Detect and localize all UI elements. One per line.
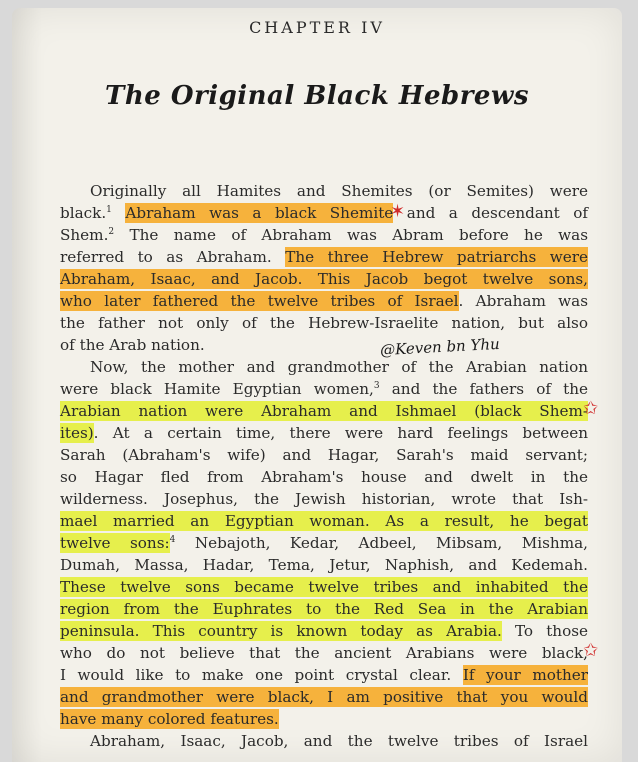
highlighted-text: who later fathered the twelve tribes of Israel xyxy=(60,292,459,310)
text-run: wilderness. Josephus, the Jewish historian, wrote that Ish- xyxy=(60,490,588,508)
text-run: Nebajoth, Kedar, Adbeel, Mibsam, Mishma, xyxy=(175,534,588,552)
highlighted-text: peninsula. This country is known today as Arabia. xyxy=(60,622,502,640)
text-run: The name of Abraham was Abram before he was xyxy=(129,226,589,244)
highlighted-text: Abraham was a black Shemite xyxy=(125,204,394,222)
text-line xyxy=(60,488,588,510)
red-star-icon: ✩ xyxy=(583,640,599,661)
text-line xyxy=(60,444,588,466)
text-line xyxy=(60,598,588,620)
text-run: black. xyxy=(60,204,107,222)
text-run: and a descendant of xyxy=(406,204,589,222)
text-line xyxy=(60,312,588,334)
text-run: Abraham, Isaac, Jacob, and the twelve tribes of Israel xyxy=(90,732,588,750)
text-line xyxy=(60,334,588,356)
text-line xyxy=(60,576,588,598)
text-line xyxy=(60,422,588,444)
text-run: and the fathers of the xyxy=(391,380,589,398)
highlighted-text: The three Hebrew patriarchs were xyxy=(285,248,588,266)
highlighted-text: twelve sons: xyxy=(60,534,170,552)
highlighted-text: region from the Euphrates to the Red Sea in the Arabian xyxy=(60,600,588,618)
text-line xyxy=(60,510,588,532)
footnote-marker: 2 xyxy=(108,226,115,237)
text-line xyxy=(60,202,588,224)
chapter-heading: CHAPTER IV xyxy=(249,18,385,37)
text-run: were black Hamite Egyptian women, xyxy=(60,380,374,398)
text-run: Shem. xyxy=(60,226,109,244)
text-line xyxy=(60,180,588,202)
text-run: so Hagar fled from Abraham's house and dwelt in the xyxy=(60,468,588,486)
text-run: referred to as Abraham. xyxy=(60,248,272,266)
text-line xyxy=(60,268,588,290)
highlighted-text: ites) xyxy=(60,424,94,442)
text-line xyxy=(60,664,588,686)
text-line xyxy=(60,246,588,268)
text-line xyxy=(60,708,588,730)
text-line xyxy=(60,554,588,576)
text-run: Dumah, Massa, Hadar, Tema, Jetur, Naphish, and Kedemah. xyxy=(60,556,588,574)
highlighted-text: mael married an Egyptian woman. As a result, he begat xyxy=(60,512,588,530)
text-line xyxy=(60,730,588,752)
text-line xyxy=(60,686,588,708)
text-run: Originally all Hamites and Shemites (or Semites) were xyxy=(90,182,588,200)
handwritten-signature: @Keven bn Yhu xyxy=(379,334,501,360)
text-run: Sarah (Abraham's wife) and Hagar, Sarah's maid servant; xyxy=(60,446,588,464)
book-page xyxy=(12,8,622,762)
footnote-marker: 1 xyxy=(106,204,112,215)
page-body xyxy=(60,180,588,752)
text-line xyxy=(60,290,588,312)
red-star-icon: ✶ xyxy=(390,201,406,222)
text-line xyxy=(60,532,588,554)
highlighted-text: have many colored features. xyxy=(60,710,279,728)
text-run: the father not only of the Hebrew-Israelite nation, but also xyxy=(60,314,588,332)
text-run: To those xyxy=(501,622,589,640)
highlighted-text: These twelve sons became twelve tribes and inhabited the xyxy=(60,578,588,596)
text-run: . At a certain time, there were hard feelings between xyxy=(93,424,588,442)
highlighted-text: If your mother xyxy=(462,666,589,684)
text-line xyxy=(60,224,588,246)
text-line xyxy=(60,466,588,488)
text-run: Now, the mother and grandmother of the Arabian nation xyxy=(90,358,588,376)
text-line xyxy=(60,356,588,378)
highlighted-text: Abraham, Isaac, and Jacob. This Jacob begot twelve sons, xyxy=(60,270,588,288)
text-run: of the Arab nation. xyxy=(60,336,205,354)
highlighted-text: Arabian nation were Abraham and Ishmael (black Shem- xyxy=(60,402,588,420)
text-line xyxy=(60,378,588,400)
text-run: I would like to make one point crystal clear. xyxy=(60,666,452,684)
text-run: . Abraham was xyxy=(458,292,588,310)
footnote-marker: 3 xyxy=(373,380,380,391)
red-star-icon: ✩ xyxy=(583,398,599,419)
text-line xyxy=(60,620,588,642)
text-line xyxy=(60,642,588,664)
chapter-title: The Original Black Hebrews xyxy=(105,81,529,111)
text-line xyxy=(60,400,588,422)
footnote-marker: 4 xyxy=(169,534,176,545)
highlighted-text: and grandmother were black, I am positive that you would xyxy=(60,688,588,706)
text-run: who do not believe that the ancient Arabians were black, xyxy=(60,644,588,662)
